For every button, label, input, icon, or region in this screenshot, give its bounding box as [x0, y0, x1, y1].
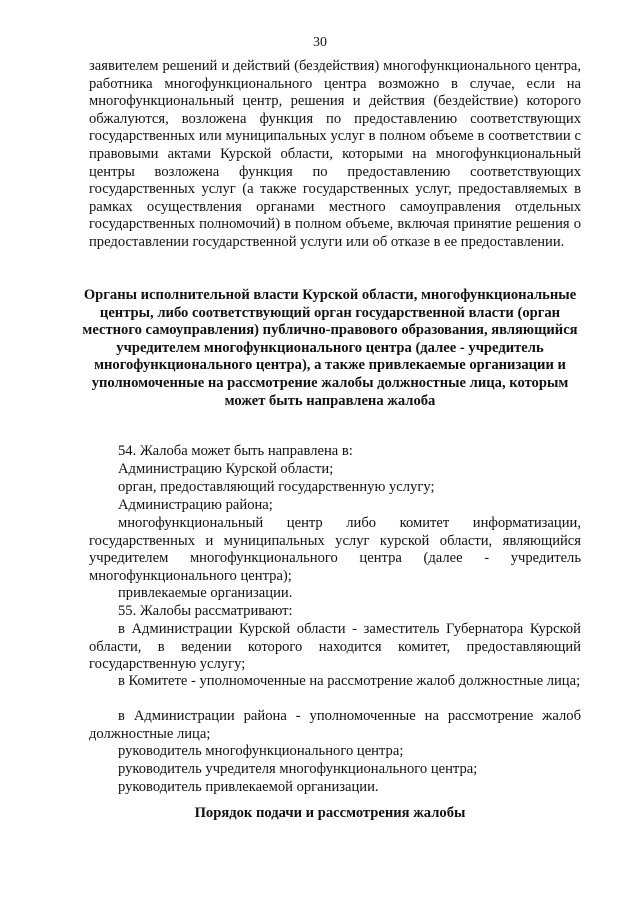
list-item: в Администрации района - уполномоченные на рассмотрение жалоб должностные лица;	[89, 708, 581, 742]
list-item: 55. Жалобы рассматривают:	[118, 603, 293, 619]
list-item: руководитель привлекаемой организации.	[118, 779, 379, 795]
list-item: орган, предоставляющий государственную услугу;	[118, 479, 435, 495]
page-number: 30	[313, 35, 327, 50]
section-heading: Органы исполнительной власти Курской области, многофункциональные центры, либо соответствующий орган государственной власти (орган местного самоуправления) публично-правового образования, являющийся учредителем многофункционального центра (далее - учредитель многофункционального центра), а также привлекаемые организации и уполномоченные на рассмотрение жалобы должностные лица, которым может быть направлена жалоба	[82, 287, 578, 409]
bottom-heading: Порядок подачи и рассмотрения жалобы	[194, 805, 466, 821]
list-item: в Администрации Курской области - заместитель Губернатора Курской области, в ведении которого находится комитет, предоставляющий государственную услугу;	[89, 621, 581, 673]
list-item: привлекаемые организации.	[118, 585, 293, 601]
intro-paragraph: заявителем решений и действий (бездействия) многофункционального центра, работника многофункционального центра возможно в случае, если на многофункциональный центр, решения и действия (бездействие) которого обжалуются, возложена функция по предоставлению соответствующих государственных или муниципальных услуг в полном объеме в соответствии с правовыми актами Курской области, которыми на многофункциональный центры возложена функция по предоставлению соответствующих государственных услуг (а также государственных услуг, предоставляемых в рамках осуществления органами местного самоуправления отдельных государственных полномочий) в полном объеме, включая принятие решения о предоставлении государственной услуги или об отказе в ее предоставлении.	[89, 58, 581, 250]
list-item: многофункциональный центр либо комитет информатизации, государственных и муниципальных услуг курской области, являющийся учредителем многофункционального центра (далее - учредитель многофункционального центра);	[89, 515, 581, 584]
list-item: в Комитете - уполномоченные на рассмотрение жалоб должностные лица;	[118, 673, 581, 689]
list-item: руководитель многофункционального центра;	[118, 743, 404, 759]
list-item: Администрацию Курской области;	[118, 461, 334, 477]
list-item: руководитель учредителя многофункционального центра;	[118, 761, 478, 777]
list-item: 54. Жалоба может быть направлена в:	[118, 443, 353, 459]
list-item: Администрацию района;	[118, 497, 273, 513]
